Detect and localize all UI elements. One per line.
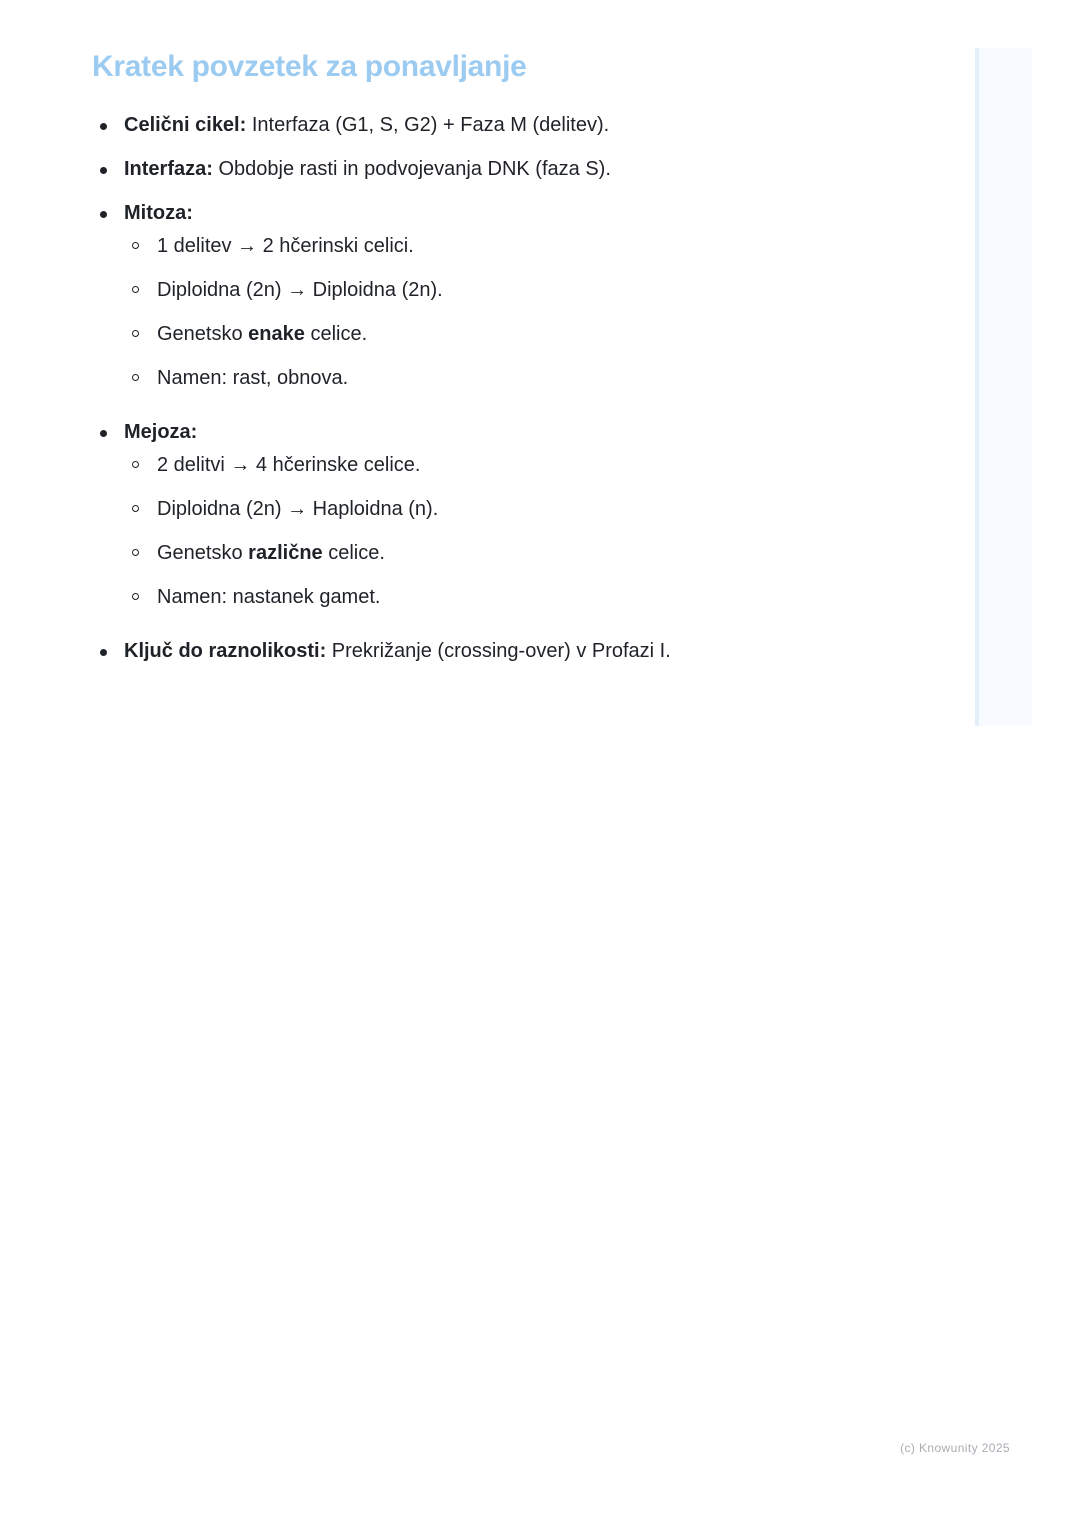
sub-list-item xyxy=(124,452,958,478)
circle-bullet-icon xyxy=(132,286,139,293)
list-item-meiosis xyxy=(98,419,958,610)
meiosis-sublist xyxy=(124,452,958,610)
sub-item-text: 2 delitvi → 4 hčerinske celice. xyxy=(157,454,421,476)
sub-item-text: Genetsko xyxy=(157,323,249,345)
sub-item-text: 1 delitev → 2 hčerinski celici. xyxy=(157,235,414,257)
sub-list-item xyxy=(124,584,958,610)
mitosis-sublist xyxy=(124,233,958,391)
side-panel xyxy=(975,48,1032,726)
circle-bullet-icon xyxy=(132,461,139,468)
sub-item-bold-text: različne xyxy=(248,542,323,564)
sub-item-text-after: celice. xyxy=(322,542,385,564)
sub-list-item xyxy=(124,496,958,522)
item-label: Celični cikel: xyxy=(124,114,247,136)
item-label: Interfaza: xyxy=(124,158,213,180)
bullet-icon xyxy=(100,430,107,437)
sub-list-item xyxy=(124,277,958,303)
sub-item-text: Genetsko xyxy=(157,542,249,564)
sub-item-text: Namen: rast, obnova. xyxy=(157,367,349,389)
copyright-footer: (c) Knowunity 2025 xyxy=(900,1441,1010,1455)
bullet-icon xyxy=(100,649,107,656)
sub-item-text: Diploidna (2n) → Diploidna (2n). xyxy=(157,279,443,301)
circle-bullet-icon xyxy=(132,374,139,381)
item-text: Interfaza (G1, S, G2) + Faza M (delitev). xyxy=(246,114,610,136)
circle-bullet-icon xyxy=(132,242,139,249)
list-item-mitosis xyxy=(98,200,958,391)
sub-list-item xyxy=(124,233,958,259)
summary-content xyxy=(98,112,958,664)
sub-item-text: Namen: nastanek gamet. xyxy=(157,586,381,608)
bullet-icon xyxy=(100,167,107,174)
list-item-interphase xyxy=(98,156,958,182)
list-item-cell-cycle xyxy=(98,112,958,138)
bullet-icon xyxy=(100,123,107,130)
bullet-icon xyxy=(100,211,107,218)
item-text: Prekrižanje (crossing-over) v Profazi I. xyxy=(326,640,671,662)
sub-list-item xyxy=(124,540,958,566)
sub-item-text: Diploidna (2n) → Haploidna (n). xyxy=(157,498,439,520)
list-item-diversity-key xyxy=(98,638,958,664)
circle-bullet-icon xyxy=(132,549,139,556)
circle-bullet-icon xyxy=(132,505,139,512)
sub-list-item xyxy=(124,365,958,391)
sub-item-text-after: celice. xyxy=(304,323,368,345)
circle-bullet-icon xyxy=(132,330,139,337)
item-text: Obdobje rasti in podvojevanja DNK (faza S). xyxy=(212,158,611,180)
item-label: Mitoza: xyxy=(124,202,193,224)
summary-list xyxy=(98,112,958,664)
item-label: Ključ do raznolikosti: xyxy=(124,640,327,662)
page-title: Kratek povzetek za ponavljanje xyxy=(92,50,527,83)
sub-list-item xyxy=(124,321,958,347)
circle-bullet-icon xyxy=(132,593,139,600)
sub-item-bold-text: enake xyxy=(248,323,305,345)
item-label: Mejoza: xyxy=(124,421,198,443)
